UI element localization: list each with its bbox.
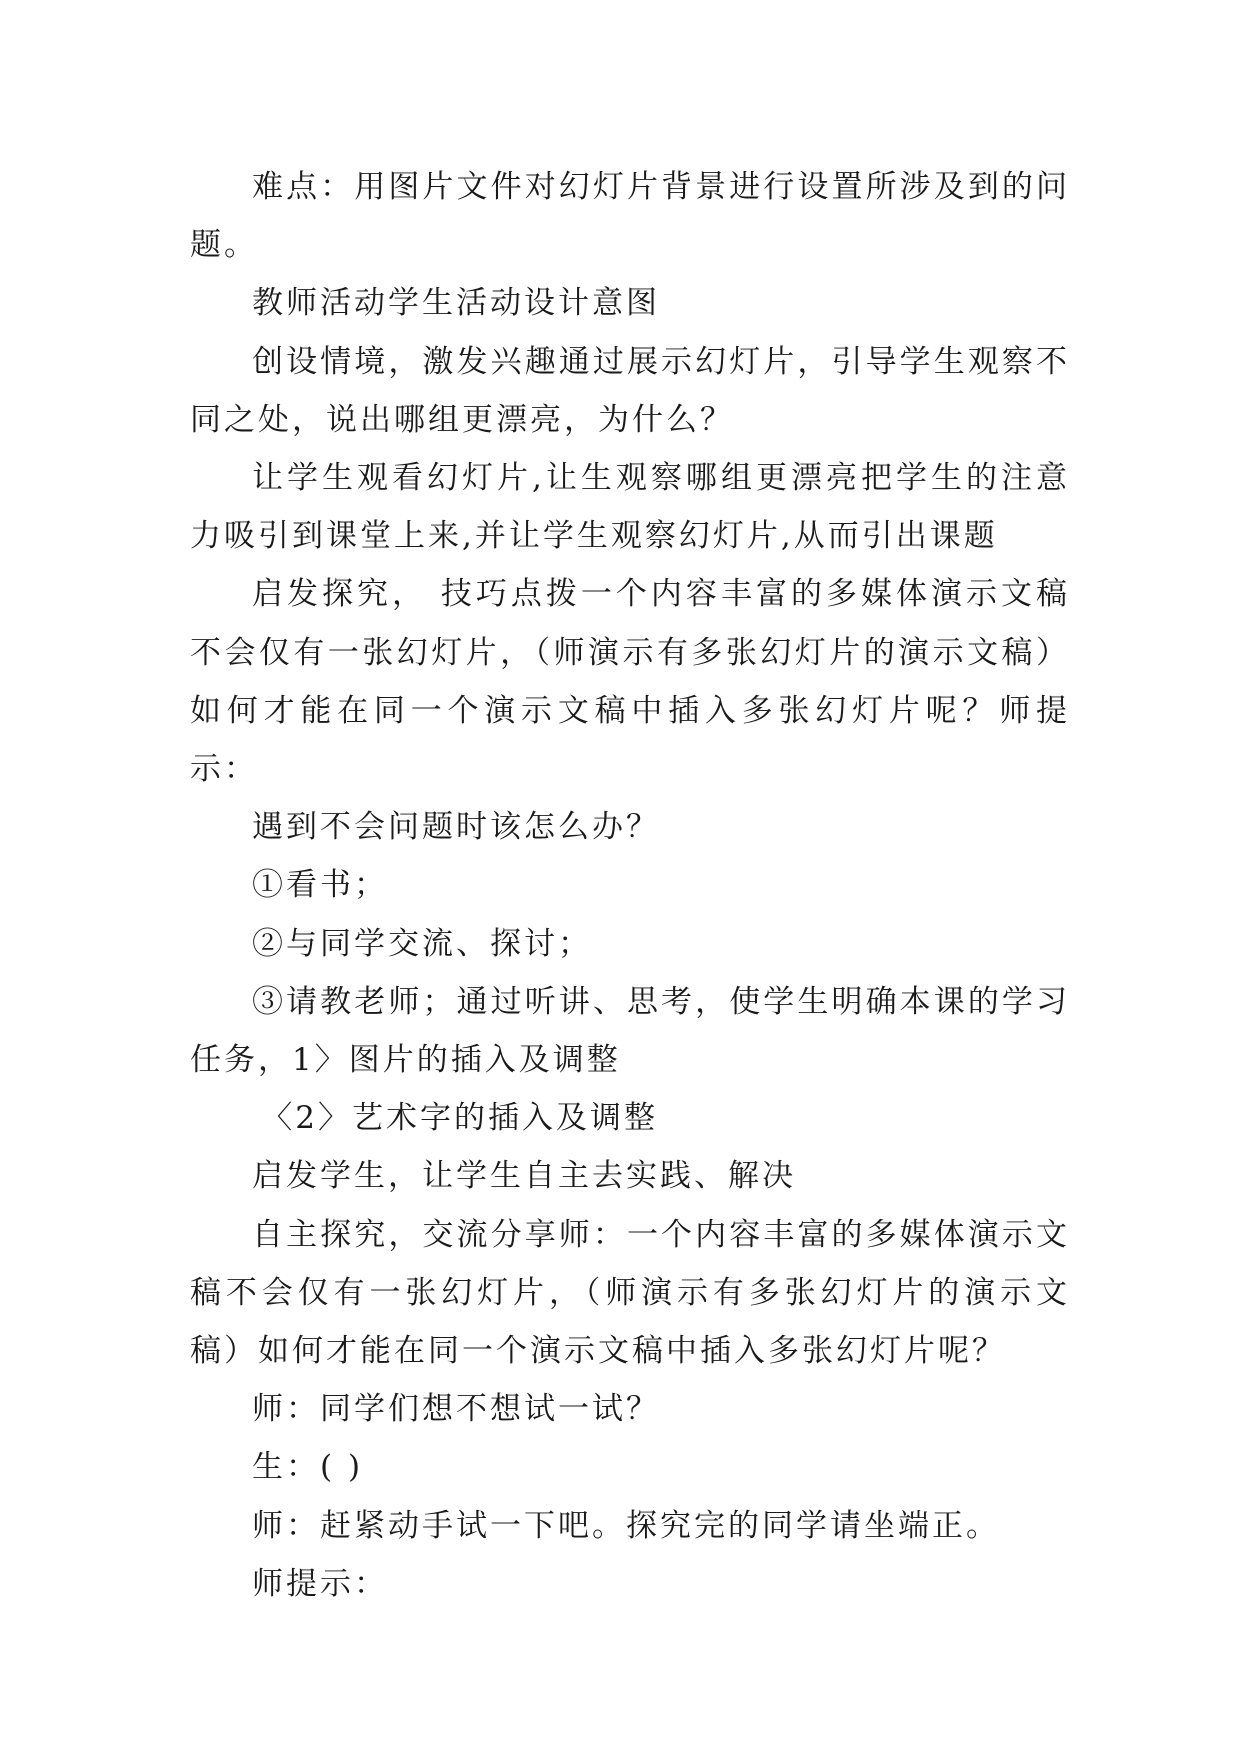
- paragraph-self-explore: 自主探究，交流分享师：一个内容丰富的多媒体演示文稿不会仅有一张幻灯片，（师演示有多张幻灯片的演示文稿）如何才能在同一个演示文稿中插入多张幻灯片呢？: [190, 1216, 1070, 1370]
- paragraph-table-header: 教师活动学生活动设计意图: [252, 285, 660, 322]
- paragraph-create-scenario: 创设情境，激发兴趣通过展示幻灯片，引导学生观察不同之处，说出哪组更漂亮，为什么？: [190, 343, 1070, 438]
- paragraph-ask-teacher: ③请教老师；通过听讲、思考，使学生明确本课的学习任务，1〉图片的插入及调整: [190, 983, 1070, 1079]
- paragraph-wordart: 〈2〉艺术字的插入及调整: [261, 1100, 659, 1137]
- document-body: [190, 158, 1070, 1613]
- paragraph-teacher-tip: 师提示：: [252, 1565, 388, 1602]
- paragraph-discuss: ②与同学交流、探讨；: [252, 925, 592, 962]
- paragraph-teacher-hurry: 师：赶紧动手试一下吧。探究完的同学请坐端正。: [252, 1507, 1000, 1544]
- paragraph-inspire-explore: 启发探究， 技巧点拨一个内容丰富的多媒体演示文稿不会仅有一张幻灯片，（师演示有多张幻灯片的演示文稿）如何才能在同一个演示文稿中插入多张幻灯片呢？师提示：: [190, 576, 1070, 788]
- paragraph-read-book: ①看书；: [252, 867, 388, 904]
- paragraph-student-answer: 生：( ): [252, 1449, 364, 1486]
- paragraph-teacher-try: 师：同学们想不想试一试？: [252, 1391, 660, 1428]
- paragraph-practice: 启发学生，让学生自主去实践、解决: [252, 1158, 796, 1195]
- paragraph-what-to-do: 遇到不会问题时该怎么办？: [252, 809, 660, 846]
- paragraph-difficulty: 难点：用图片文件对幻灯片背景进行设置所涉及到的问题。: [190, 169, 1070, 264]
- paragraph-observe-slides: 让学生观看幻灯片,让生观察哪组更漂亮把学生的注意力吸引到课堂上来,并让学生观察幻灯片,从而引出课题: [190, 460, 1070, 555]
